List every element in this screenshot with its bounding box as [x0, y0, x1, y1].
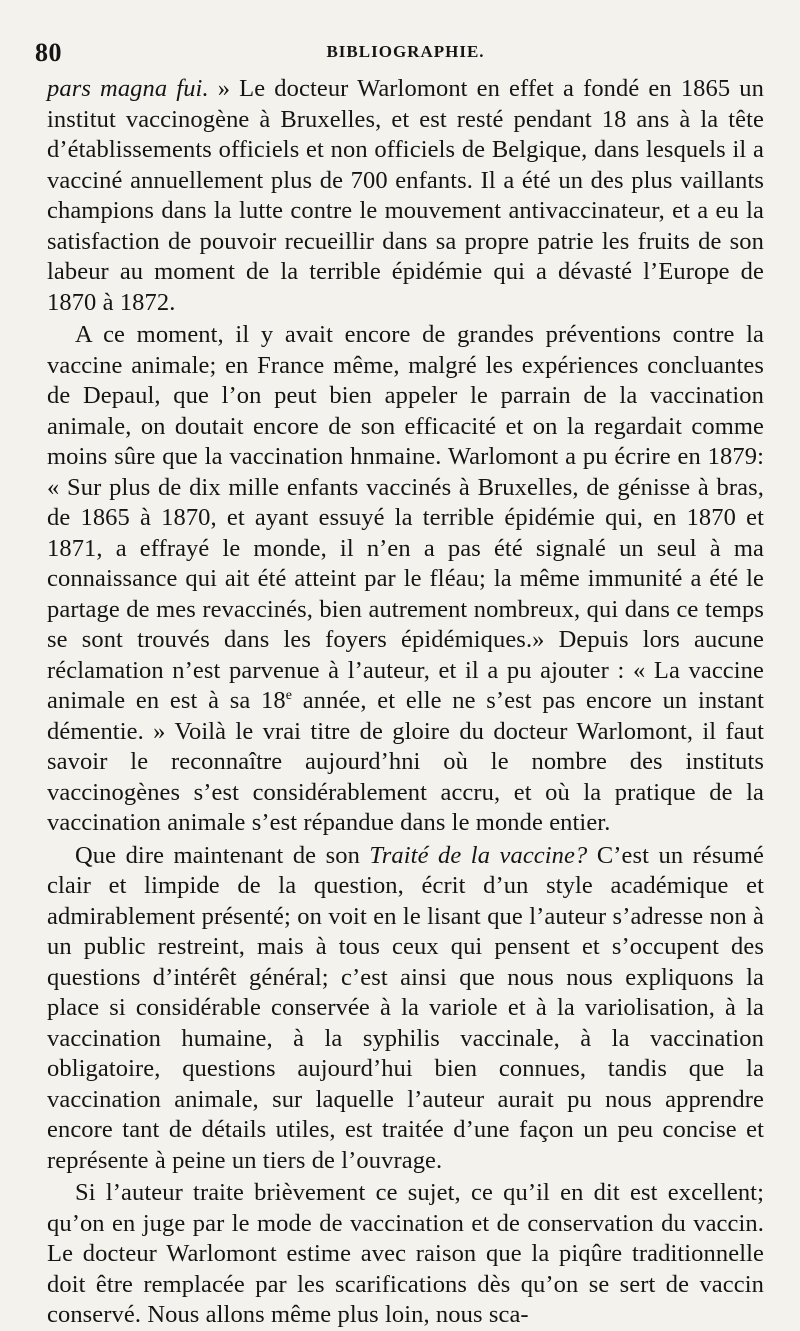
- ordinal-superscript: e: [285, 687, 293, 703]
- paragraph-3-text-before-title: Que dire maintenant de son: [75, 841, 370, 869]
- paragraph-1-text: » Le docteur Warlomont en effet a fondé en 1865 un institut vaccinogène à Bruxelles, et est resté pendant 18 ans à la tête d’établissements officiels et non officiels de Belgique, dans lesquels il a vacciné annuellement plus de 700 enfants. Il a été un des plus vaillants champions dans la lutte contre le mouvement antivaccinateur, et a eu la satisfaction de pouvoir recueillir dans sa propre patrie les fruits de son labeur au moment de la terrible épidémie qui a dévasté l’Europe de 1870 à 1872.: [47, 75, 764, 316]
- paragraph-3: [47, 841, 764, 1177]
- paragraph-2: [47, 320, 764, 839]
- paragraph-4: [47, 1178, 764, 1331]
- main-text: [47, 74, 764, 1331]
- paragraph-1-italic-opening: pars magna fui.: [47, 75, 209, 102]
- page-number: 80: [35, 38, 62, 67]
- paragraph-4-text: Si l’auteur traite brièvement ce sujet, ce qu’il en dit est excellent; qu’on en juge par le mode de vaccination et de conservation du vaccin. Le docteur Warlomont estime avec raison que la piqûre traditionnelle doit être remplacée par les scarifications dès qu’on se sert de vaccin conservé. Nous allons même plus loin, nous sca-: [47, 1179, 764, 1328]
- page-header-title: BIBLIOGRAPHIE.: [326, 42, 485, 61]
- paragraph-3-text-after-title: C’est un résumé clair et limpide de la question, écrit d’un style académique et admirablement présenté; on voit en le lisant que l’auteur s’adresse non à un public restreint, mais à tous ceux qui pensent et s’occupent des questions d’intérêt général; c’est ainsi que nous nous expliquons la place si considérable conservée à la variole et à la variolisation, à la vaccination humaine, à la syphilis vaccinale, à la vaccination obligatoire, questions aujourd’hui bien connues, tandis que la vaccination animale, sur laquelle l’auteur aurait pu nous apprendre encore tant de détails utiles, est traitée d’une façon un peu concise et représente à peine un tiers de l’ouvrage.: [47, 841, 764, 1174]
- paragraph-2-text-before-superscript: A ce moment, il y avait encore de grandes préventions contre la vaccine animale; en France même, malgré les expériences concluantes de Depaul, que l’on peut bien appeler le parrain de la vaccination animale, on doutait encore de son efficacité et on la regardait comme moins sûre que la vaccination hnmaine. Warlomont a pu écrire en 1879: « Sur plus de dix mille enfants vaccinés à Bruxelles, de génisse à bras, de 1865 à 1870, et ayant essuyé la terrible épidémie qui, en 1870 et 1871, a effrayé le monde, il n’en a pas été signalé un seul à ma connaissance qui ait été atteint par le fléau; la même immunité a été le partage de mes revaccinés, bien autrement nombreux, qui dans ce temps se sont trouvés dans les foyers épidémiques.» Depuis lors aucune réclamation n’est parvenue à l’auteur, et il a pu ajouter : « La vaccine animale en est à sa 18: [47, 321, 764, 714]
- paragraph-2-text-after-superscript: année, et elle ne s’est pas encore un instant démentie. » Voilà le vrai titre de gloire du docteur Warlomont, il faut savoir le reconnaître aujourd’hni où le nombre des instituts vaccinogènes s’est considérablement accru, et où la pratique de la vaccination animale s’est répandue dans le monde entier.: [47, 687, 764, 836]
- running-head: [35, 34, 764, 74]
- book-title-italic: Traité de la vaccine?: [369, 841, 588, 869]
- paragraph-1: [47, 74, 764, 318]
